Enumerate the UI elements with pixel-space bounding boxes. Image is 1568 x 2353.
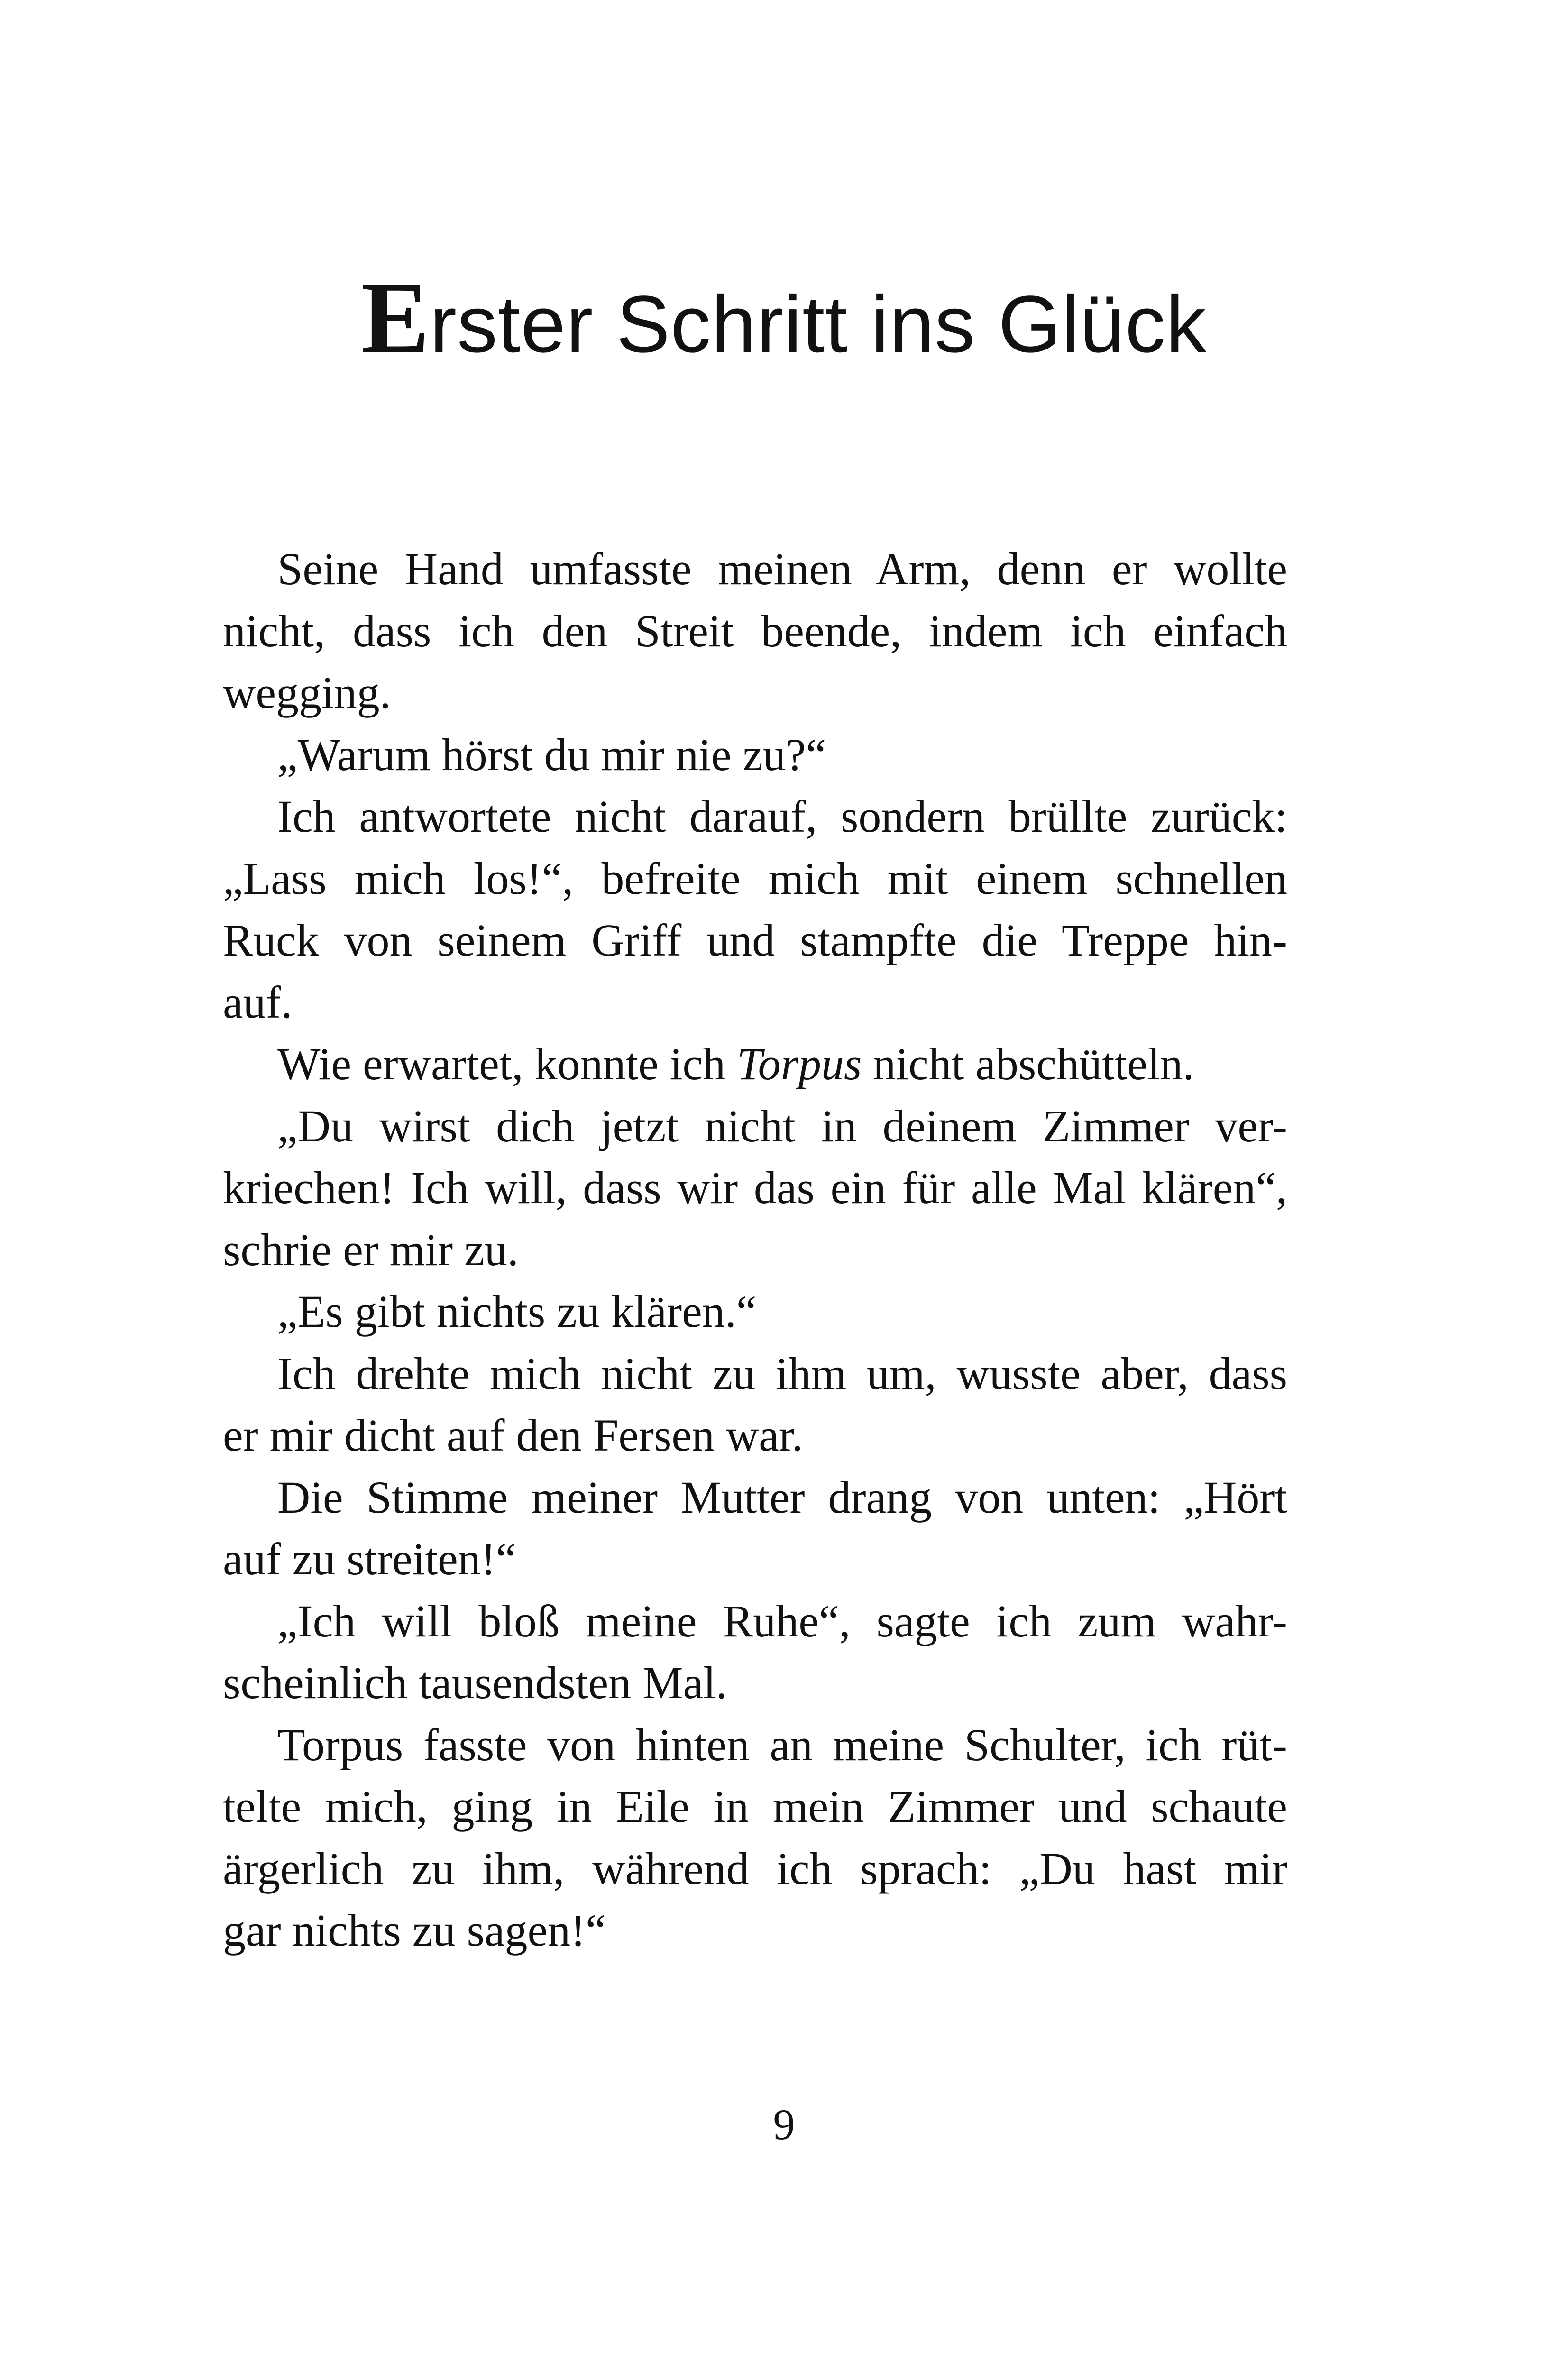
chapter-title-rest: rster Schritt ins Glück (430, 279, 1207, 369)
text-line: Ruck von seinem Griff und stampfte die Treppe hin- (223, 915, 1287, 965)
text-line: er mir dicht auf den Fersen war. (223, 1410, 803, 1461)
text-line: wegging. (223, 667, 391, 718)
text-line: „Lass mich los!“, befreite mich mit einem schnellen (223, 853, 1287, 904)
text-segment: Wie erwartet, konnte ich (277, 1039, 737, 1089)
text-line: kriechen! Ich will, dass wir das ein für alle Mal klären“, (223, 1162, 1287, 1213)
text-line: telte mich, ging in Eile in mein Zimmer und schaute (223, 1781, 1287, 1832)
text-line: auf zu streiten!“ (223, 1534, 516, 1584)
chapter-title (0, 261, 1568, 377)
text-line: Ich antwortete nicht darauf, sondern brüllte zurück: (277, 791, 1287, 842)
text-line: ärgerlich zu ihm, während ich sprach: „Du hast mir (223, 1843, 1287, 1894)
paragraph (223, 1590, 1287, 1714)
text-line: „Du wirst dich jetzt nicht in deinem Zimmer ver- (277, 1100, 1287, 1151)
text-line: „Ich will bloß meine Ruhe“, sagte ich zum wahr- (277, 1595, 1287, 1646)
paragraph (223, 1095, 1287, 1281)
text-line: „Warum hörst du mir nie zu?“ (277, 729, 826, 780)
paragraph (223, 538, 1287, 724)
text-segment: nicht abschütteln. (862, 1039, 1194, 1089)
chapter-body (223, 538, 1287, 1962)
paragraph (223, 1714, 1287, 1962)
paragraph (223, 1467, 1287, 1590)
text-line: „Es gibt nichts zu klären.“ (277, 1286, 757, 1337)
text-line: nicht, dass ich den Streit beende, indem ich einfach (223, 605, 1287, 656)
text-line (223, 1033, 1287, 1095)
paragraph (223, 1033, 1287, 1095)
italic-name: Torpus (737, 1039, 862, 1089)
page-number: 9 (773, 2100, 795, 2149)
text-line: schrie er mir zu. (223, 1224, 519, 1275)
text-line: Seine Hand umfasste meinen Arm, denn er wollte (277, 543, 1287, 594)
paragraph (223, 1281, 1287, 1343)
paragraph (223, 724, 1287, 786)
text-line: Ich drehte mich nicht zu ihm um, wusste aber, dass (277, 1348, 1287, 1399)
text-line: Die Stimme meiner Mutter drang von unten: „Hört (277, 1471, 1287, 1523)
text-line: auf. (223, 976, 293, 1028)
text-line: Torpus fasste von hinten an meine Schulter, ich rüt- (277, 1719, 1287, 1770)
chapter-title-initial: E (361, 261, 430, 374)
text-line: gar nichts zu sagen!“ (223, 1905, 606, 1956)
text-line: scheinlich tausendsten Mal. (223, 1657, 727, 1708)
paragraph (223, 786, 1287, 1033)
paragraph (223, 1343, 1287, 1467)
